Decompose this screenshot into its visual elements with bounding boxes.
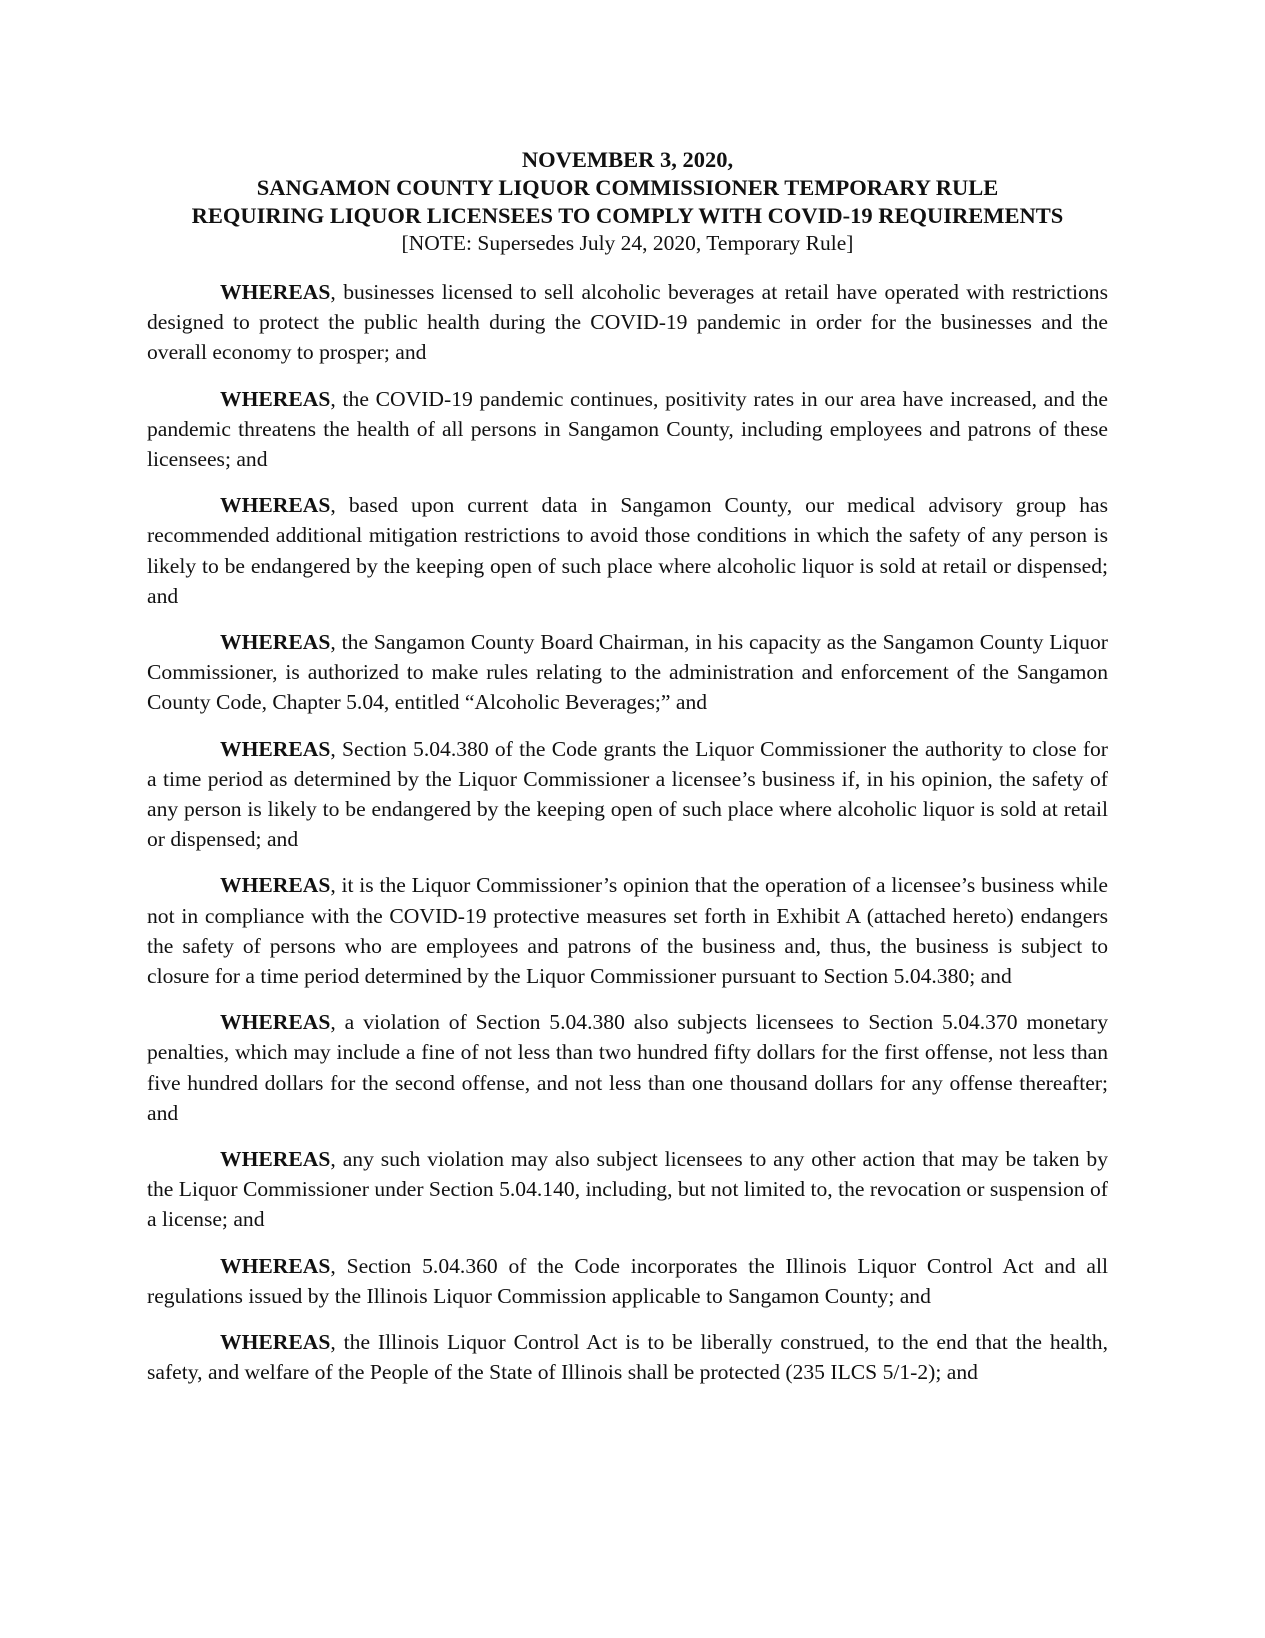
whereas-paragraph-7 <box>147 1007 1108 1128</box>
document-page <box>147 146 1108 1404</box>
header-date: NOVEMBER 3, 2020, <box>521 147 734 172</box>
paragraph-lead: WHEREAS <box>220 1147 331 1172</box>
paragraph-text: , Section 5.04.380 of the Code grants the Liquor Commissioner the authority to close for a time period as determined by the Liquor Commissioner a licensee’s business if, in his opinion, the safety of any person is likely to be endangered by the keeping open of such place where alcoholic liquor is sold at retail or dispensed; and <box>147 736 1108 852</box>
header-note: [NOTE: Supersedes July 24, 2020, Temporary Rule] <box>401 231 854 255</box>
paragraph-text: , any such violation may also subject licensees to any other action that may be taken by the Liquor Commissioner under Section 5.04.140, including, but not limited to, the revocation or suspension of a license; and <box>147 1147 1108 1232</box>
paragraph-text: , the Illinois Liquor Control Act is to be liberally construed, to the end that the health, safety, and welfare of the People of the State of Illinois shall be protected (235 ILCS 5/1-2); and <box>147 1330 1108 1385</box>
paragraph-text: , a violation of Section 5.04.380 also subjects licensees to Section 5.04.370 monetary penalties, which may include a fine of not less than two hundred fifty dollars for the first offense, not less than five hundred dollars for the second offense, and not less than one thousand dollars for any offense thereafter; and <box>147 1010 1108 1125</box>
whereas-paragraph-10 <box>147 1327 1108 1387</box>
whereas-paragraph-3 <box>147 490 1108 611</box>
paragraph-lead: WHEREAS <box>220 280 331 304</box>
whereas-paragraph-4 <box>147 627 1108 718</box>
paragraph-lead: WHEREAS <box>220 1330 331 1355</box>
paragraph-text: , the Sangamon County Board Chairman, in his capacity as the Sangamon County Liquor Commissioner, is authorized to make rules relating to the administration and enforcement of the Sangamon County Code, Chapter 5.04, entitled “Alcoholic Beverages;” and <box>147 630 1108 715</box>
whereas-paragraph-8 <box>147 1144 1108 1235</box>
paragraph-lead: WHEREAS <box>220 1010 331 1035</box>
whereas-paragraph-9 <box>147 1251 1108 1311</box>
whereas-paragraph-6 <box>147 870 1108 991</box>
whereas-paragraph-5 <box>147 734 1108 855</box>
paragraph-text: , it is the Liquor Commissioner’s opinion that the operation of a licensee’s business while not in compliance with the COVID-19 protective measures set forth in Exhibit A (attached hereto) endangers the safety of persons who are employees and patrons of the business and, thus, the business is subject to closure for a time period determined by the Liquor Commissioner pursuant to Section 5.04.380; and <box>147 873 1108 989</box>
paragraph-lead: WHEREAS <box>220 873 331 898</box>
paragraph-text: , the COVID-19 pandemic continues, positivity rates in our area have increased, and the pandemic threatens the health of all persons in Sangamon County, including employees and patrons of these licensees; and <box>147 386 1108 472</box>
whereas-paragraph-2 <box>147 384 1108 475</box>
paragraph-text: , businesses licensed to sell alcoholic beverages at retail have operated with restrictions designed to protect the public health during the COVID-19 pandemic in order for the businesses and the overall economy to prosper; and <box>147 280 1108 365</box>
paragraph-lead: WHEREAS <box>220 1253 331 1278</box>
header-title-line-2: REQUIRING LIQUOR LICENSEES TO COMPLY WITH COVID-19 REQUIREMENTS <box>191 203 1064 228</box>
paragraph-lead: WHEREAS <box>220 386 331 411</box>
whereas-paragraph-1 <box>147 277 1108 368</box>
paragraph-lead: WHEREAS <box>220 630 331 655</box>
paragraph-text: , Section 5.04.360 of the Code incorporates the Illinois Liquor Control Act and all regulations issued by the Illinois Liquor Commission applicable to Sangamon County; and <box>147 1253 1108 1308</box>
document-header <box>147 146 1108 257</box>
paragraph-text: , based upon current data in Sangamon County, our medical advisory group has recommended additional mitigation restrictions to avoid those conditions in which the safety of any person is likely to be endangered by the keeping open of such place where alcoholic liquor is sold at retail or dispensed; and <box>147 493 1108 608</box>
paragraph-lead: WHEREAS <box>220 736 331 761</box>
paragraph-lead: WHEREAS <box>220 493 331 518</box>
header-title-line-1: SANGAMON COUNTY LIQUOR COMMISSIONER TEMPORARY RULE <box>256 175 999 200</box>
